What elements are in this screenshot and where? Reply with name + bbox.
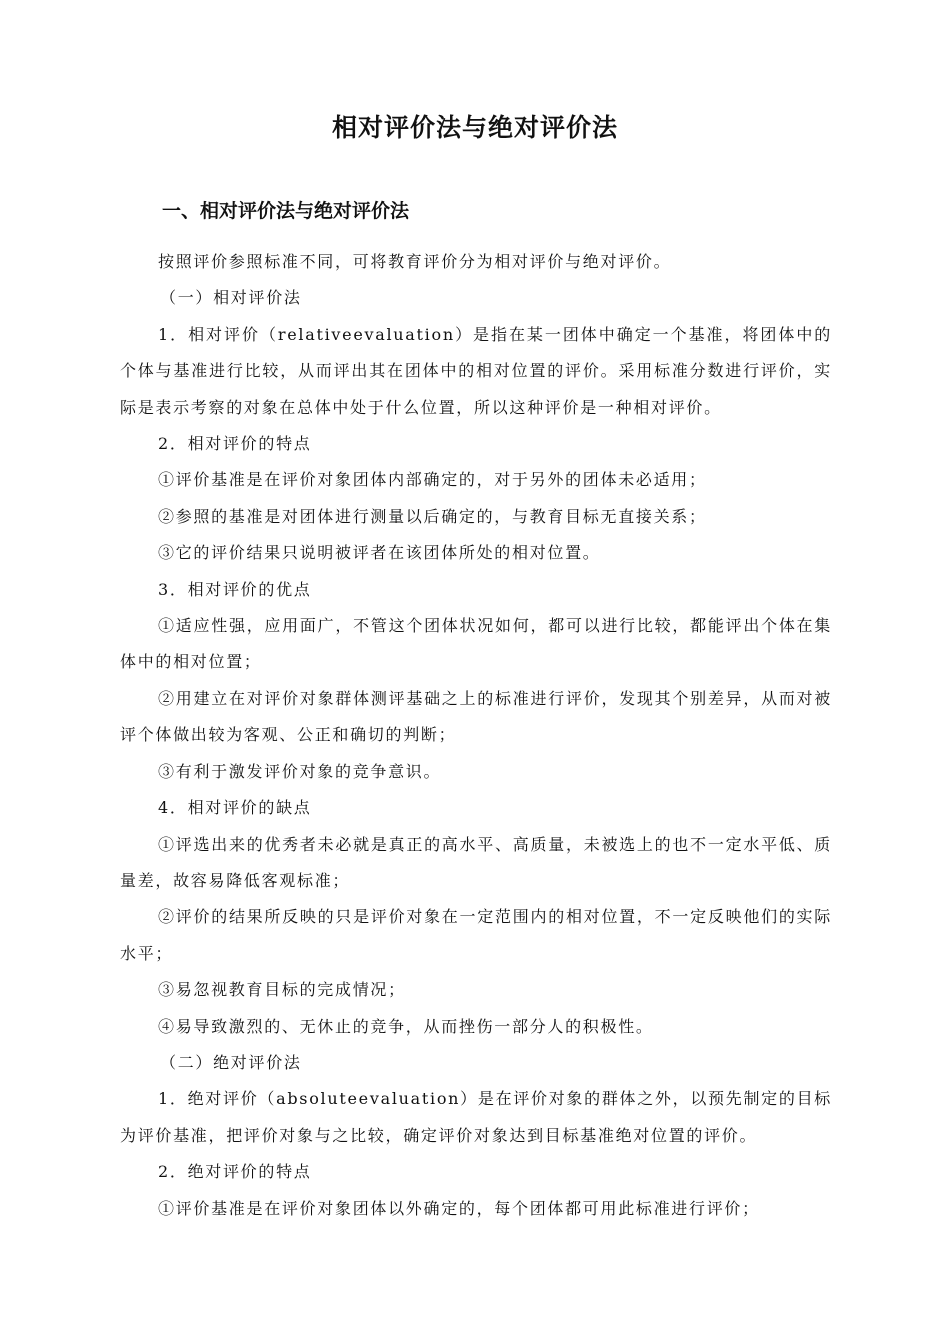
list-item: ①适应性强，应用面广，不管这个团体状况如何，都可以进行比较，都能评出个体在集体中的相对位置； [120,616,832,672]
list-item: ①评价基准是在评价对象团体以外确定的，每个团体都可用此标准进行评价； [158,1198,760,1218]
document-title: 相对评价法与绝对评价法 [331,113,618,142]
list-item: ②参照的基准是对团体进行测量以后确定的，与教育目标无直接关系； [158,506,707,526]
list-item: ③它的评价结果只说明被评者在该团体所处的相对位置。 [158,543,601,563]
list-item: ①评价基准是在评价对象团体内部确定的，对于另外的团体未必适用； [158,470,707,490]
list-item: ③易忽视教育目标的完成情况； [158,980,406,1000]
absolute-features-heading: 2．绝对评价的特点 [158,1162,312,1182]
list-item: ④易导致激烈的、无休止的竞争，从而挫伤一部分人的积极性。 [158,1016,654,1036]
relative-definition-paragraph: 1．相对评价（relativeevaluation）是指在某一团体中确定一个基准，将团体中的个体与基准进行比较，从而评出其在团体中的相对位置的评价。采用标准分数进行评价，实际是表示考察的对象在总体中处于什么位置，所以这种评价是一种相对评价。 [120,324,832,417]
relative-features-heading: 2．相对评价的特点 [158,434,312,454]
relative-advantages-heading: 3．相对评价的优点 [158,579,312,599]
section-heading: 一、相对评价法与绝对评价法 [162,200,410,222]
relative-disadvantages-heading: 4．相对评价的缺点 [158,798,312,818]
list-item: ②用建立在对评价对象群体测评基础之上的标准进行评价，发现其个别差异，从而对被评个体做出较为客观、公正和确切的判断； [120,688,832,745]
list-item: ③有利于激发评价对象的竞争意识。 [158,761,442,781]
subheading-relative-method: （一）相对评价法 [160,288,302,308]
absolute-definition-paragraph: 1．绝对评价（absoluteevaluation）是在评价对象的群体之外，以预先制定的目标为评价基准，把评价对象与之比较，确定评价对象达到目标基准绝对位置的评价。 [120,1089,832,1145]
list-item: ①评选出来的优秀者未必就是真正的高水平、高质量，未被选上的也不一定水平低、质量差，故容易降低客观标准； [120,834,832,890]
subheading-absolute-method: （二）绝对评价法 [160,1052,302,1072]
document-body [120,244,832,1227]
intro-paragraph: 按照评价参照标准不同，可将教育评价分为相对评价与绝对评价。 [158,252,672,271]
list-item: ②评价的结果所反映的只是评价对象在一定范围内的相对位置，不一定反映他们的实际水平； [120,907,832,963]
